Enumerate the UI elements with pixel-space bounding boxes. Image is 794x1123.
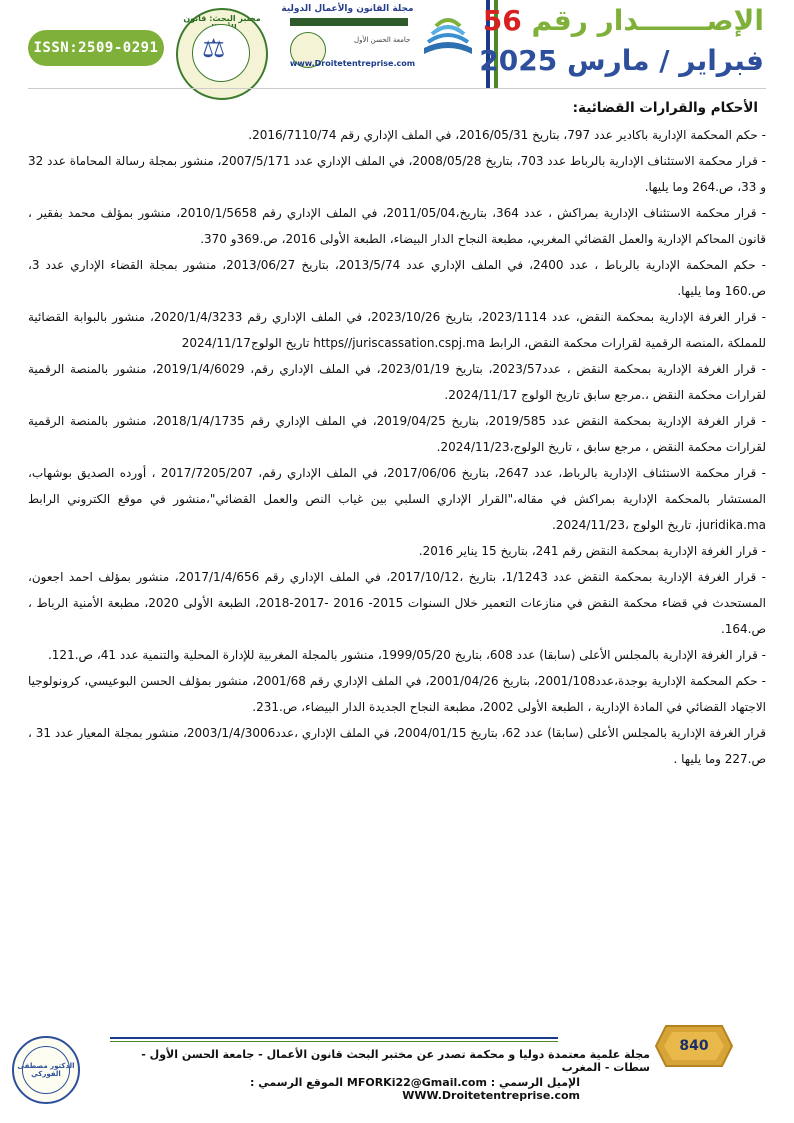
header-rule — [28, 88, 766, 89]
scales-icon: ⚖ — [202, 34, 226, 64]
footer-journal-info: مجلة علمية معتمدة دوليا و محكمة تصدر عن مختبر البحث قانون الأعمال - جامعة الحسن الأول - سطات - المغرب — [141, 1048, 650, 1074]
reference-paragraph: - قرار الغرفة الإدارية بمحكمة النقض ، عدد2023/57، بتاريخ 2023/01/19، في الملف الإداري رقم، 2019/1/4/6029، منشور بالمنصة الرقمية لقرارات محكمة النقض ،.مرجع سابق تاريخ الولوج 2024/11/17. — [28, 362, 766, 402]
book-logo-icon — [420, 8, 476, 66]
issue-label: الإصـــــــدار رقم 56 — [482, 4, 764, 37]
document-body — [28, 96, 766, 772]
seal-text: الدكتور مصطفى الفوركي — [17, 1062, 75, 1078]
footer-contact: الإميل الرسمي : MFORKi22@Gmail.com الموقع الرسمي : WWW.Droitetentreprise.com — [250, 1076, 580, 1102]
footer-rule — [110, 1037, 558, 1039]
reference-paragraph: قرار الغرفة الإدارية بالمجلس الأعلى (سابقا) عدد 62، بتاريخ 2004/01/15، في الملف الإداري ،عدد2003/1/4/3006، منشور بمجلة المعيار عدد 31 ، ص.227 وما يليها . — [28, 726, 767, 766]
lab-logo-text: مختبر البحث: قانون — [183, 14, 261, 23]
page-number: 840 — [679, 1038, 709, 1054]
issue-number: 56 — [482, 4, 522, 37]
footer-rule-green — [110, 1041, 558, 1042]
header-website: www.Droitetentreprise.com — [289, 59, 416, 68]
section-title: الأحكام والقرارات القضائية: — [572, 100, 758, 116]
reference-paragraph: - حكم المحكمة الإدارية بوجدة،عدد2001/108، بتاريخ 2001/04/26، في الملف الإداري رقم 2001/68، منشور بمؤلف الحسن البوعيسي، كرونولوجيا الاجتهاد القضائي في المادة الإدارية ، الطبعة الأولى 2002، مطبعة النجاح الجديدة الدار البيضاء، ص.231. — [28, 674, 766, 714]
issue-date: فبراير / مارس 2025 — [479, 44, 764, 77]
reference-paragraph: - قرار الغرفة الإدارية بالمجلس الأعلى (سابقا) عدد 608، بتاريخ 1999/05/20، منشور بالمجلة المغربية للإدارة المحلية والتنمية عدد 41، ص.121. — [47, 648, 766, 662]
page-number-badge — [654, 1024, 734, 1068]
paragraph-list — [28, 122, 766, 772]
reference-paragraph: - قرار الغرفة الإدارية بمحكمة النقض رقم 241، بتاريخ 15 يناير 2016. — [418, 544, 766, 558]
lab-logo — [176, 8, 268, 100]
reference-paragraph: - قرار محكمة الاستئناف الإدارية بالرباط عدد 703، بتاريخ 2008/05/28، في الملف الإداري عدد 2007/5/171، منشور بمجلة رسالة المحاماة عدد 32 و 33، ص.264 وما يليها. — [28, 154, 766, 194]
journal-title: مجلة القانون والأعمال الدولية — [281, 4, 414, 14]
university-name: جامعة الحسن الأول — [354, 36, 411, 44]
reference-paragraph: - قرار الغرفة الإدارية بمحكمة النقض عدد 2019/585، بتاريخ 2019/04/25، في الملف الإداري رقم 2018/1/4/1735، منشور بالمنصة الرقمية لقرارات محكمة النقض ، مرجع سابق ، تاريخ الولوج،2024/11/23. — [28, 414, 767, 454]
reference-paragraph: - قرار محكمة الاستئناف الإدارية بمراكش ، عدد 364، بتاريخ،2011/05/04، في الملف الإداري رقم 2010/1/5658، منشور بمؤلف محمد بفقير ، قانون المحاكم الإدارية والعمل القضائي المغربي، مطبعة النجاح الدار البيضاء، الطبعة الأولى 2016، ص.369و 370. — [28, 206, 766, 246]
reference-paragraph: - حكم المحكمة الإدارية بالرباط ، عدد 2400، في الملف الإداري عدد 2013/5/74، بتاريخ 2013/06/27، منشور بمجلة القضاء الإداري عدد 3، ص.160 وما يليها. — [28, 258, 767, 298]
issn-badge: ISSN:2509-0291 — [28, 30, 164, 66]
reference-paragraph: - قرار الغرفة الإدارية بمحكمة النقض، عدد 2023/1114، بتاريخ 2023/10/26، في الملف الإداري رقم 2020/1/4/3233، منشور بالبوابة القضائية للمملكة ،المنصة الرقمية لقرارات محكمة النقض، الرابط https//juriscassation.cspj.ma تاريخ الولوج2024/11/17 — [28, 310, 767, 350]
reference-paragraph: - حكم المحكمة الإدارية باكادير عدد 797، بتاريخ 2016/05/31، في الملف الإداري رقم 2016/7110/74. — [248, 128, 766, 142]
reference-paragraph: - قرار محكمة الاستئناف الإدارية بالرباط، عدد 2647، بتاريخ 2017/06/06، في الملف الإداري رقم، 2017/7205/207 ، أورده الصديق بوشهاب، المستشار بالمحكمة الإدارية بمراكش في مقاله،"القرار الإداري السلبي بين غياب النص والعمل القضائي"،منشور في موقع الكتروني الرابط juridika.ma، تاريخ الولوج ،2024/11/23. — [28, 466, 766, 532]
author-seal — [12, 1036, 80, 1104]
reference-paragraph: - قرار الغرفة الإدارية بمحكمة النقض عدد 1/1243، بتاريخ ،2017/10/12، في الملف الإداري رقم 2017/1/4/656، منشور بمؤلف احمد اجعون، المستحدث في قضاء محكمة النقض في منازعات التعمير خلال السنوات 2015- 2016 -2017-2018، الطبعة الأولى 2020، مطبعة الأمنية الرباط ، ص.164. — [28, 570, 767, 636]
